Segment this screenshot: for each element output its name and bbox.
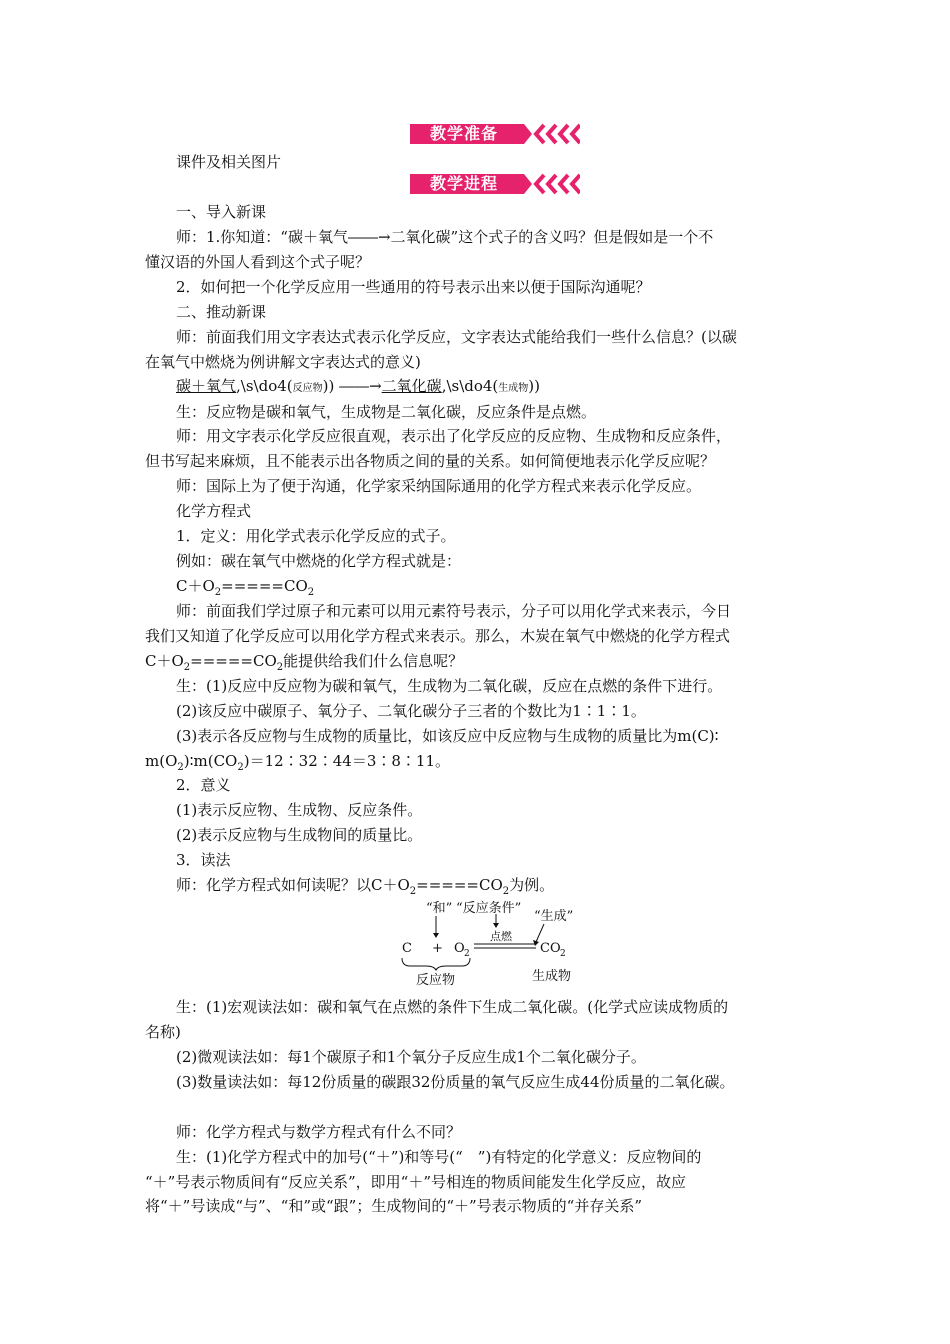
text-line: 生：(1)反应中反应物为碳和氧气，生成物为二氧化碳，反应在点燃的条件下进行。 — [176, 677, 723, 695]
formula-co2: CO — [540, 941, 561, 956]
text-line: 将“＋”号读成“与”、“和”或“跟”；生成物间的“＋”号表示物质的“并存关系” — [145, 1197, 643, 1215]
formula-c: C — [402, 941, 412, 956]
text-line: 名称) — [145, 1023, 181, 1041]
text-line: 生：反应物是碳和氧气，生成物是二氧化碳，反应条件是点燃。 — [176, 403, 597, 421]
word-equation: 碳＋氧气,\s\do4(反应物)) ――→二氧化碳,\s\do4(生成物)) — [176, 377, 541, 395]
text-line: 师：化学方程式如何读呢？以$C+O_2=====CO_2$为例。 — [176, 876, 555, 897]
formula-co2-subscript: 2 — [560, 949, 566, 959]
text-line: 师：化学方程式与数学方程式有什么不同？ — [176, 1123, 462, 1141]
text-line: (1)表示反应物、生成物、反应条件。 — [176, 801, 423, 819]
formula-o2: O — [454, 941, 465, 956]
chevron-arrows-icon — [510, 122, 580, 146]
label-reactants: 反应物 — [416, 973, 456, 986]
text-line: 2．如何把一个化学反应用一些通用的符号表示出来以便于国际沟通呢？ — [176, 278, 651, 296]
text-line: $C+O_2=====CO_2$能提供给我们什么信息呢？ — [145, 652, 464, 673]
text-line: 我们又知道了化学反应可以用化学方程式来表示。那么，木炭在氧气中燃烧的化学方程式 — [145, 627, 731, 645]
text-line: $m(O_2)∶m(CO_2)=12∶32∶44=3∶8∶11$。 — [145, 752, 451, 773]
arrow-head — [433, 933, 439, 938]
text-line: 但书写起来麻烦，且不能表示出各物质之间的量的关系。如何简便地表示化学反应呢？ — [145, 452, 716, 470]
arrow-line — [536, 924, 544, 942]
equation-reading-diagram — [396, 896, 586, 986]
text-line: 在氧气中燃烧为例讲解文字表达式的意义) — [145, 353, 421, 371]
label-condition: “反应条件” — [456, 901, 522, 916]
condition-ignite: 点燃 — [490, 930, 512, 943]
text-line: (2)微观读法如：每1个碳原子和1个氧分子反应生成1个二氧化碳分子。 — [176, 1048, 646, 1066]
label-and: “和” — [426, 901, 453, 916]
text-line: 2．意义 — [176, 776, 231, 794]
chevron-arrows-icon — [510, 172, 580, 196]
text-line: 化学方程式 — [176, 502, 252, 520]
banner-label: 教学进程 — [410, 174, 518, 194]
text-line: 师：前面我们学过原子和元素可以用元素符号表示，分子可以用化学式来表示，今日 — [176, 602, 732, 620]
text-line: 师：用文字表示化学反应很直观，表示出了化学反应的反应物、生成物和反应条件， — [176, 427, 732, 445]
text-line: “＋”号表示物质间有“反应关系”，即用“＋”号相连的物质间能发生化学反应，故应 — [145, 1173, 687, 1191]
text-line: 生：(1)宏观读法如：碳和氧气在点燃的条件下生成二氧化碳。(化学式应读成物质的 — [176, 998, 729, 1016]
text-line: (2)表示反应物与生成物间的质量比。 — [176, 826, 423, 844]
text-line: 3．读法 — [176, 851, 231, 869]
text-line: 师：1.你知道：“碳＋氧气――→二氧化碳”这个式子的含义吗？但是假如是一个不 — [176, 228, 714, 246]
text-line: 课件及相关图片 — [176, 153, 282, 171]
text-line: 师：前面我们用文字表达式表示化学反应，文字表达式能给我们一些什么信息？(以碳 — [176, 328, 737, 346]
banner-teaching-prep — [410, 122, 580, 146]
text-line: 二、推动新课 — [176, 303, 267, 321]
text-line: (2)该反应中碳原子、氧分子、二氧化碳分子三者的个数比为1∶1∶1。 — [176, 702, 646, 720]
label-products: 生成物 — [532, 969, 572, 984]
text-line: 生：(1)化学方程式中的加号(“＋”)和等号(“ ”)有特定的化学意义：反应物间的 — [176, 1148, 702, 1166]
banner-label: 教学准备 — [410, 124, 518, 144]
text-line: 懂汉语的外国人看到这个式子呢？ — [145, 253, 371, 271]
text-line: (3)表示各反应物与生成物的质量比，如该反应中反应物与生成物的质量比为m(C)∶ — [176, 727, 719, 745]
formula-plus: + — [432, 941, 443, 956]
text-line: (3)数量读法如：每12份质量的碳跟32份质量的氧气反应生成44份质量的二氧化碳。 — [176, 1073, 735, 1091]
label-generate: “生成” — [534, 909, 574, 924]
formula-o2-subscript: 2 — [464, 949, 470, 959]
text-line: 一、导入新课 — [176, 203, 267, 221]
banner-teaching-process — [410, 172, 580, 196]
text-line: 师：国际上为了便于沟通，化学家采纳国际通用的化学方程式来表示化学反应。 — [176, 477, 702, 495]
reactants-brace — [402, 958, 470, 970]
text-line: 1．定义：用化学式表示化学反应的式子。 — [176, 527, 456, 545]
arrow-head — [493, 923, 499, 928]
text-line: 例如：碳在氧气中燃烧的化学方程式就是： — [176, 552, 462, 570]
chemical-equation: $C+O_2=====CO_2$ — [176, 577, 315, 598]
